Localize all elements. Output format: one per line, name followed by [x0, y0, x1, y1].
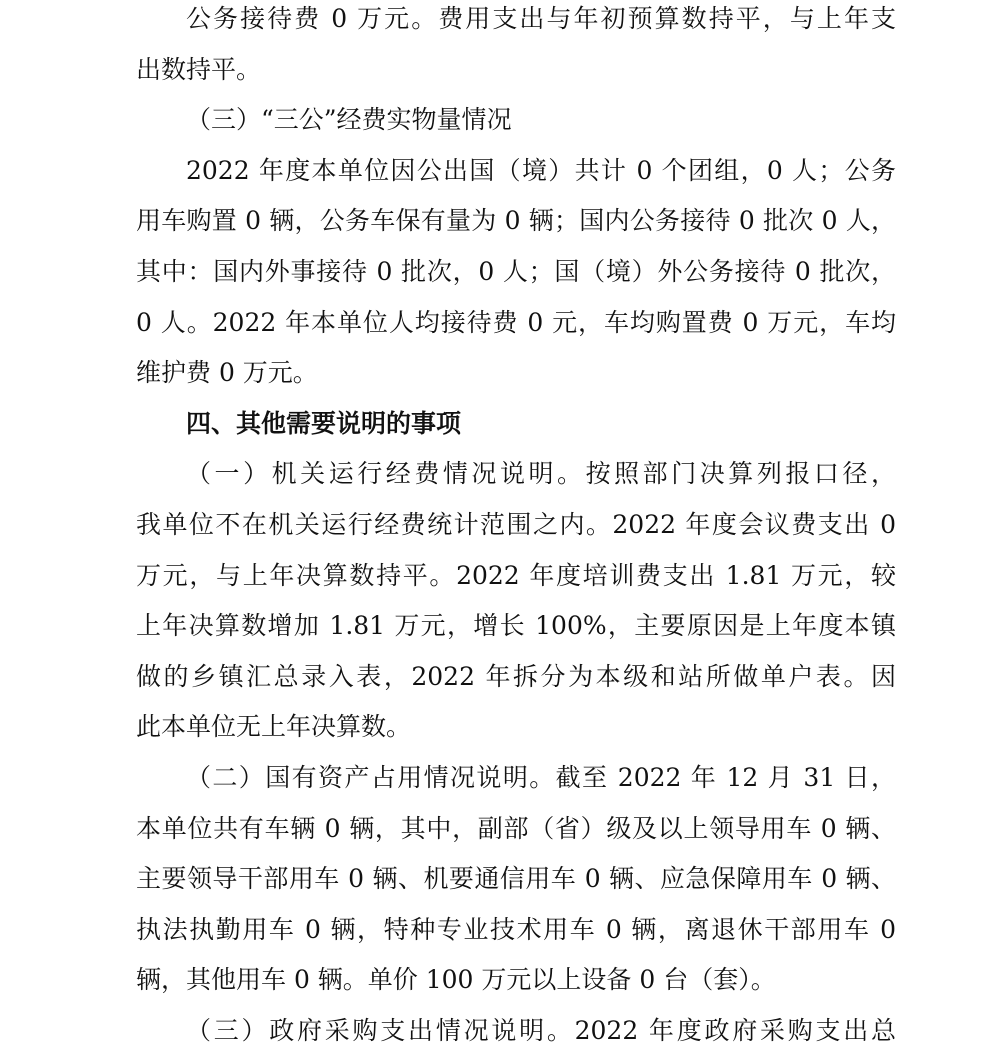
- paragraph-line: 维护费 0 万元。: [136, 358, 318, 388]
- paragraph-line: 辆，其他用车 0 辆。单价 100 万元以上设备 0 台（套）。: [136, 965, 776, 995]
- paragraph-line: （三）政府采购支出情况说明。2022 年度政府采购支出总: [186, 1015, 896, 1045]
- paragraph-line: 万元，与上年决算数持平。2022 年度培训费支出 1.81 万元，较: [136, 560, 896, 590]
- paragraph-line: 出数持平。: [136, 54, 262, 84]
- paragraph-line: 此本单位无上年决算数。: [136, 712, 412, 742]
- paragraph-line: 做的乡镇汇总录入表，2022 年拆分为本级和站所做单户表。因: [136, 661, 896, 691]
- paragraph-line: （二）国有资产占用情况说明。截至 2022 年 12 月 31 日，: [186, 762, 896, 792]
- paragraph-line: 执法执勤用车 0 辆，特种专业技术用车 0 辆，离退休干部用车 0: [136, 914, 896, 944]
- paragraph-line: 本单位共有车辆 0 辆，其中，副部（省）级及以上领导用车 0 辆、: [136, 813, 896, 843]
- paragraph-line: 公务接待费 0 万元。费用支出与年初预算数持平，与上年支: [186, 4, 896, 33]
- paragraph-line: 2022 年度本单位因公出国（境）共计 0 个团组，0 人；公务: [186, 155, 896, 185]
- paragraph-line: 0 人。2022 年本单位人均接待费 0 元，车均购置费 0 万元，车均: [136, 307, 896, 337]
- paragraph-line: 我单位不在机关运行经费统计范围之内。2022 年度会议费支出 0: [136, 509, 896, 539]
- section-heading: （三）“三公”经费实物量情况: [186, 105, 512, 135]
- paragraph-line: 上年决算数增加 1.81 万元，增长 100%，主要原因是上年度本镇: [136, 611, 896, 641]
- paragraph-line: 其中：国内外事接待 0 批次，0 人；国（境）外公务接待 0 批次，: [136, 256, 896, 286]
- document-page: [136, 0, 896, 1056]
- paragraph-line: 主要领导干部用车 0 辆、机要通信用车 0 辆、应急保障用车 0 辆、: [136, 864, 896, 894]
- paragraph-line: （一）机关运行经费情况说明。按照部门决算列报口径，: [186, 459, 896, 489]
- chapter-heading: 四、其他需要说明的事项: [186, 408, 462, 438]
- paragraph-line: 用车购置 0 辆，公务车保有量为 0 辆；国内公务接待 0 批次 0 人，: [136, 206, 896, 236]
